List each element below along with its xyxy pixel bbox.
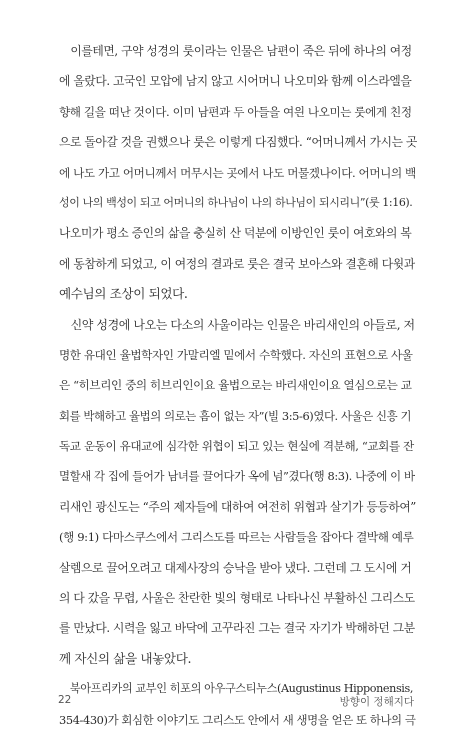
text-line: 북아프리카의 교부인 히포의 아우구스티누스(Augustinus Hipponensis, bbox=[59, 682, 413, 696]
text-line: 멸할새 각 집에 들어가 남녀를 끌어다가 옥에 넘”겼다(행 8:3). 나중에 이 바 bbox=[59, 469, 415, 484]
text-line: 명한 유대인 율법학자인 가말리엘 밑에서 수학했다. 자신의 표현으로 사울 bbox=[59, 347, 413, 362]
text-line: 향해 길을 떠난 것이다. 이미 남편과 두 아들을 여읜 나오미는 룻에게 친정 bbox=[59, 104, 412, 119]
text-line: 신약 성경에 나오는 다소의 사울이라는 인물은 바리새인의 아들로, 저 bbox=[59, 317, 415, 332]
text-line: 예수님의 조상이 되었다. bbox=[59, 286, 188, 302]
page-number: 22 bbox=[58, 694, 72, 706]
text-line: 회를 박해하고 율법의 의로는 흠이 없는 자”(빌 3:5-6)였다. 사울은 신흥 기 bbox=[59, 408, 412, 423]
text-line: 성이 나의 백성이 되고 어머니의 하나님이 나의 하나님이 되시리니”(룻 1:16). bbox=[59, 195, 413, 209]
text-line: 께 자신의 삶을 내놓았다. bbox=[59, 650, 192, 666]
running-title: 방향이 정해지다 bbox=[339, 696, 414, 708]
text-line: 나오미가 평소 증인의 삶을 충실히 산 덕분에 이방인인 룻이 여호와의 복 bbox=[59, 226, 412, 241]
text-line: 은 “히브리인 중의 히브리인이요 율법으로는 바리새인이요 열심으로는 교 bbox=[59, 378, 412, 393]
text-line: 으로 돌아갈 것을 권했으나 룻은 이렇게 다짐했다. “어머니께서 가시는 곳 bbox=[59, 135, 417, 150]
text-line: 를 만났다. 시력을 잃고 바닥에 고꾸라진 그는 결국 자기가 박해하던 그분 bbox=[59, 621, 415, 636]
text-line: 이를테면, 구약 성경의 룻이라는 인물은 남편이 죽은 뒤에 하나의 여정 bbox=[59, 44, 412, 58]
text-line: 리새인 광신도는 “주의 제자들에 대하여 여전히 위협과 살기가 등등하여” bbox=[59, 499, 416, 514]
text-line: 에 올랐다. 고국인 모압에 남지 않고 시어머니 나오미와 함께 이스라엘을 bbox=[59, 74, 412, 89]
text-line: 의 다 갔을 무렵, 사울은 찬란한 빛의 형태로 나타나신 부활하신 그리스도 bbox=[59, 591, 415, 606]
text-line: (행 9:1) 다마스쿠스에서 그리스도를 따르는 사람들을 잡아다 결박해 예루 bbox=[59, 530, 414, 545]
text-line: 354-430)가 회심한 이야기도 그리스도 안에서 새 생명을 얻은 또 하나의 극 bbox=[59, 712, 416, 727]
text-line: 독교 운동이 유대교에 심각한 위협이 되고 있는 현실에 격분해, “교회를 잔 bbox=[59, 439, 414, 454]
text-line: 에 동참하게 되었고, 이 여정의 결과로 룻은 결국 보아스와 결혼해 다윗과 bbox=[59, 256, 415, 271]
text-line: 에 나도 가고 어머니께서 머무시는 곳에서 나도 머물겠나이다. 어머니의 백 bbox=[59, 165, 416, 180]
text-line: 살렘으로 끌어오려고 대제사장의 승낙을 받아 냈다. 그런데 그 도시에 거 bbox=[59, 560, 412, 575]
body-text bbox=[59, 36, 417, 735]
